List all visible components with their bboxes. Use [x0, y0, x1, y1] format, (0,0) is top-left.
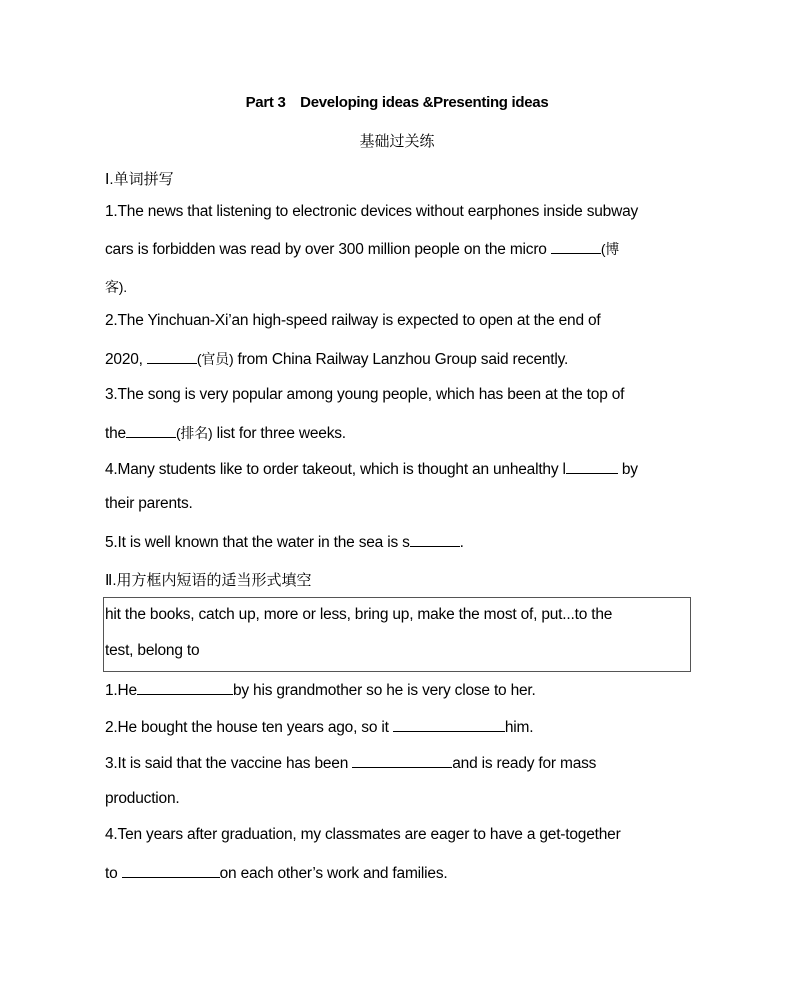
s1-item1-blank[interactable] [551, 239, 601, 254]
s1-item4-line1 [105, 459, 695, 479]
s2-item1-blank[interactable] [137, 680, 233, 695]
s2-item1-text-end: by his grandmother so he is very close to her. [232, 682, 536, 699]
page-title: Part 3 Developing ideas &Presenting ideas [245, 94, 549, 111]
s1-item2-text-end: from China Railway Lanzhou Group said recently. [233, 351, 569, 368]
s1-item3-line1: 3.The song is very popular among young people, which has been at the top of [105, 386, 625, 403]
s1-item2-line2 [105, 349, 695, 369]
s2-item3-line1 [105, 753, 695, 773]
s2-item3-text-end: and is ready for mass [452, 755, 597, 772]
phrase-box-line2: test, belong to [105, 642, 200, 659]
s1-item2-text: 2020, [105, 351, 147, 368]
s2-item2-text: 2.He bought the house ten years ago, so it [105, 719, 393, 736]
s1-item1-hint: (博 [600, 241, 620, 257]
s2-item2-text-end: him. [504, 719, 534, 736]
section1-heading: Ⅰ.单词拼写 [105, 171, 174, 188]
s2-item4-line2 [105, 863, 695, 883]
s2-item2-blank[interactable] [393, 717, 505, 732]
s1-item4-line2: their parents. [105, 495, 193, 512]
s2-item4-line1: 4.Ten years after graduation, my classmates are eager to have a get-together [105, 826, 621, 843]
s2-item4-blank[interactable] [122, 863, 220, 878]
s1-item5-line1 [105, 532, 695, 552]
s1-item1-line3 [105, 277, 695, 297]
s2-item4-text-end: on each other’s work and families. [219, 865, 448, 882]
s2-item1-text: 1.He [105, 682, 137, 699]
s1-item4-text-end: by [617, 461, 638, 478]
s1-item1-line1: 1.The news that listening to electronic devices without earphones inside subway [105, 203, 639, 220]
phrase-box-line1: hit the books, catch up, more or less, bring up, make the most of, put...to the [105, 606, 613, 623]
s1-item4-blank[interactable] [566, 459, 618, 474]
s2-item1-line1 [105, 680, 695, 700]
section2-heading: Ⅱ.用方框内短语的适当形式填空 [105, 572, 312, 589]
s2-item3-line2: production. [105, 790, 180, 807]
s1-item3-blank[interactable] [126, 423, 176, 438]
s1-item5-text-end: . [459, 534, 464, 551]
s2-item3-text: 3.It is said that the vaccine has been [105, 755, 353, 772]
s1-item2-line1: 2.The Yinchuan-Xi’an high-speed railway is expected to open at the end of [105, 312, 601, 329]
s1-item4-text: 4.Many students like to order takeout, which is thought an unhealthy l [105, 461, 566, 478]
s1-item2-blank[interactable] [147, 349, 197, 364]
s2-item2-line1 [105, 717, 695, 737]
s1-item2-hint: (官员) [196, 351, 234, 367]
s1-item3-line2 [105, 423, 695, 443]
s1-item5-text: 5.It is well known that the water in the sea is s [105, 534, 410, 551]
s1-item3-text-end: list for three weeks. [212, 425, 346, 442]
s1-item1-hint-end: 客). [105, 279, 127, 295]
s1-item5-blank[interactable] [410, 532, 460, 547]
s2-item3-blank[interactable] [352, 753, 452, 768]
s1-item1-line2 [105, 239, 695, 259]
s2-item4-text: to [105, 865, 122, 882]
s1-item3-text: the [105, 425, 126, 442]
s1-item3-hint: (排名) [175, 425, 213, 441]
s1-item1-text: cars is forbidden was read by over 300 million people on the micro [105, 241, 551, 258]
page-subtitle: 基础过关练 [359, 133, 435, 150]
